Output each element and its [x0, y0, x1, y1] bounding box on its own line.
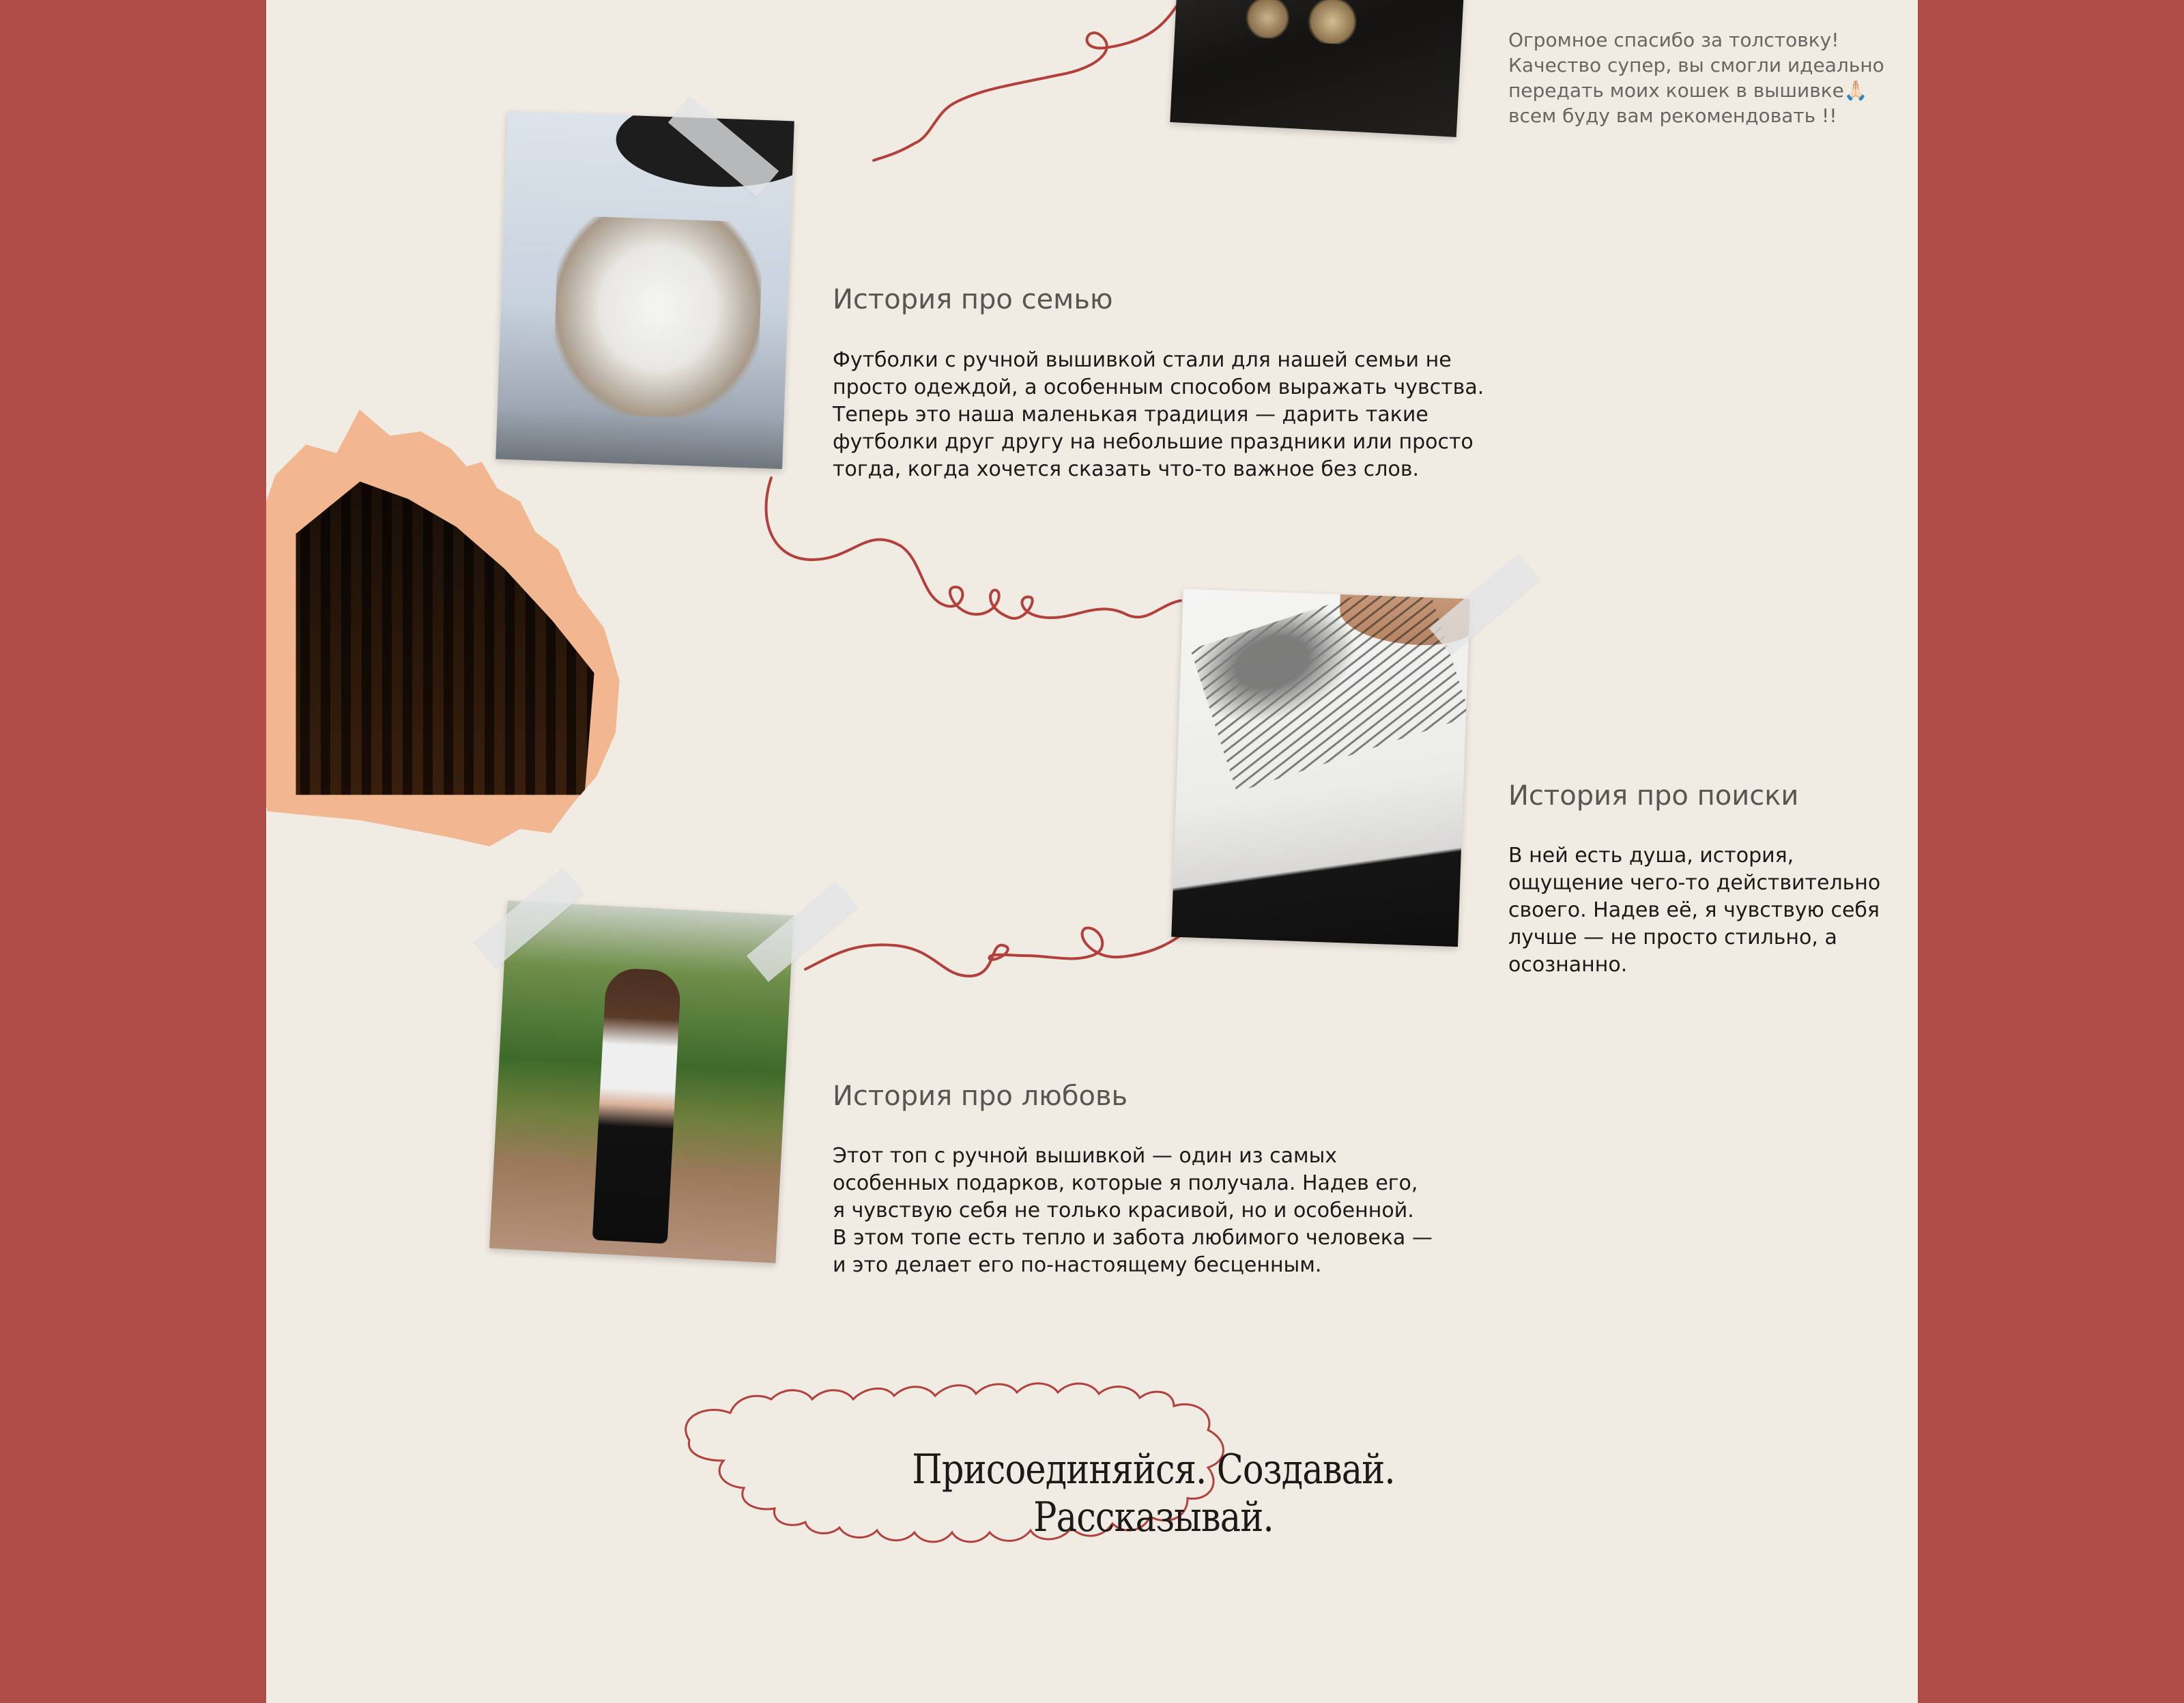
cta-text: Присоединяйся. Создавай. Рассказывай.	[912, 1446, 1395, 1541]
story-title-search: История про поиски	[1508, 780, 1799, 812]
girl-figure	[592, 967, 682, 1244]
family-group	[552, 216, 764, 420]
story-title-family: История про семью	[833, 284, 1113, 315]
thread-line-3	[805, 925, 1194, 976]
thread-line-2	[766, 478, 1181, 618]
story-text-family: Футболки с ручной вышивкой стали для нашей семьи не просто одеждой, а особенным способом выражать чувства. Теперь это наша маленькая традиция — дарить такие футболки друг другу на небольшие праздники или просто тогда, когда хочется сказать что-то важное без слов.	[833, 348, 1484, 481]
embroidery-pattern	[1190, 589, 1470, 792]
cat-embroidery-right	[1304, 0, 1361, 45]
thread-line-1	[874, 0, 1181, 160]
review-text: Огромное спасибо за толстовку! Качество супер, вы смогли идеально передать моих кошек в вышивке🙏🏻 всем буду вам рекомендовать !!	[1508, 29, 1884, 127]
story-title-love: История про любовь	[833, 1081, 1128, 1112]
cat-embroidery-left	[1243, 0, 1293, 40]
story-text-love: Этот топ с ручной вышивкой — один из самых особенных подарков, которые я получала. Надев его, я чувствую себя не только красивой, но и особенной. В этом топе есть тепло и забота любимого человека — и это делает его по-настоящему бесценным.	[833, 1144, 1433, 1277]
stories-page	[266, 0, 1918, 1703]
tshirt-photo	[1171, 589, 1470, 947]
story-text-search: В ней есть душа, история, ощущение чего-то действительно своего. Надев её, я чувствую себя лучше — не просто стильно, а осознанно.	[1508, 844, 1881, 977]
hoodie-photo	[1170, 0, 1464, 137]
